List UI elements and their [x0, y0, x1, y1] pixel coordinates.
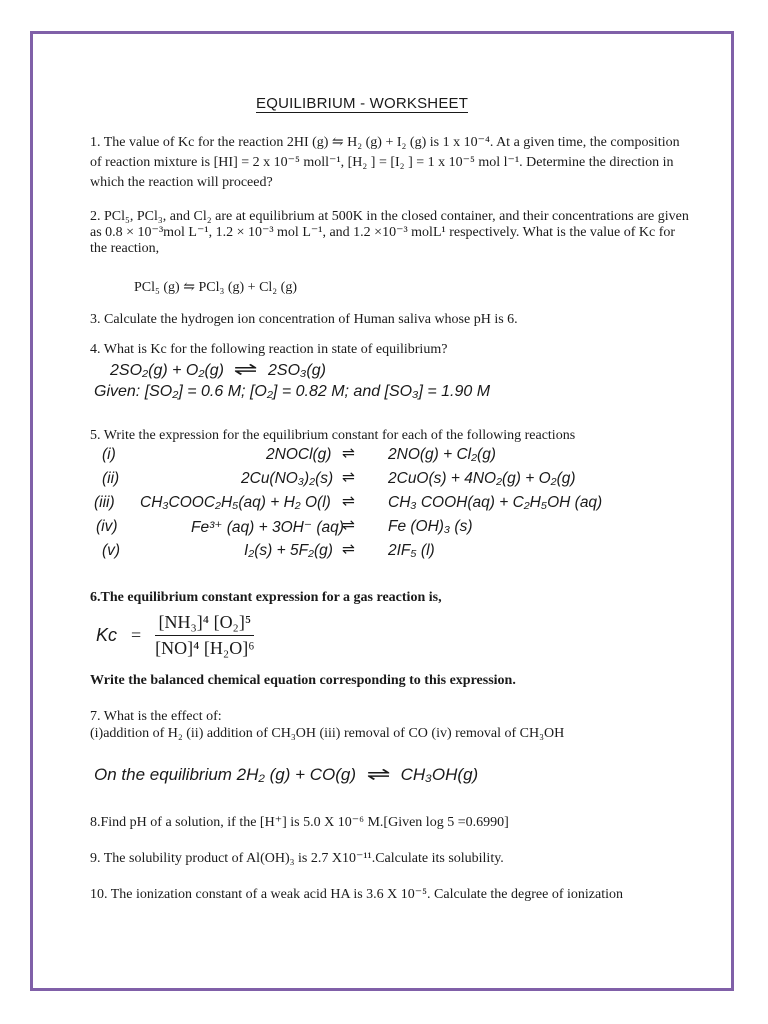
equilibrium-arrow-icon: ⇌	[342, 493, 355, 510]
question-5-reaction-iii-lhs: CH₃COOC₂H₅(aq) + H₂ O(l)	[140, 494, 331, 511]
equilibrium-arrow-icon: ⇌	[366, 764, 391, 784]
question-6	[90, 588, 690, 608]
equilibrium-arrow-icon: ⇌	[342, 469, 355, 486]
question-4: 4. What is Kc for the following reaction in state of equilibrium?	[90, 342, 448, 357]
question-5-reaction-i-rhs: 2NO(g) + Cl₂(g)	[388, 446, 496, 463]
kc-symbol: Kc	[96, 625, 118, 645]
kc-fraction	[155, 612, 254, 659]
question-3: 3. Calculate the hydrogen ion concentration of Human saliva whose pH is 6.	[90, 312, 518, 327]
question-5-reaction-iii-rhs: CH₃ COOH(aq) + C₂H₅OH (aq)	[388, 494, 603, 511]
question-4-reaction	[110, 359, 326, 380]
kc-expression	[96, 612, 254, 659]
question-2	[90, 209, 690, 257]
question-5-reaction-iv-lhs: Fe³⁺ (aq) + 3OH⁻ (aq)	[191, 519, 344, 536]
question-5-reaction-i-lhs: 2NOCl(g)	[266, 446, 332, 463]
question-5-reaction-v-label: (v)	[102, 542, 121, 559]
question-4-rhs: 2SO₃(g)	[268, 362, 326, 379]
question-7-equilibrium-rhs: CH₃OH(g)	[400, 765, 479, 784]
question-7-options: (i)addition of H₂ (ii) addition of CH₃OH (iii) removal of CO (iv) removal of CH₃OH	[90, 726, 565, 741]
reaction-label: (i)	[102, 446, 116, 463]
equilibrium-arrow-icon: ⇌	[233, 359, 259, 379]
question-1-text: The value of Kc for the reaction 2HI (g) ⇋ H₂ (g) + I₂ (g) is 1 x 10⁻⁴. At a given time, the composition of reaction mixture is [HI] = 2 x 10⁻⁵ moll⁻¹, [H₂ ] = [I₂ ] = 1 x 10⁻⁵ mol l⁻¹. Determine the direction in which the reaction will proceed?	[90, 135, 680, 190]
question-9: 9. The solubility product of Al(OH)₃ is 2.7 X10⁻¹¹.Calculate its solubility.	[90, 851, 504, 866]
question-5: 5. Write the expression for the equilibrium constant for each of the following reactions	[90, 428, 576, 443]
question-5-reaction-ii-lhs: 2Cu(NO₃)₂(s)	[241, 470, 334, 487]
kc-denominator: [NO]⁴ [H₂O]⁶	[155, 638, 255, 658]
kc-numerator: [NH₃]⁴ [O₂]⁵	[155, 612, 254, 636]
question-2-reaction: PCl₅ (g) ⇋ PCl₃ (g) + Cl₂ (g)	[134, 280, 297, 295]
equilibrium-arrow-icon: ⇌	[342, 541, 355, 558]
question-5-reaction-v-rhs: 2IF₅ (l)	[388, 542, 435, 559]
question-6-instruction: Write the balanced chemical equation corresponding to this expression.	[90, 673, 516, 688]
worksheet-title: EQUILIBRIUM - WORKSHEET	[256, 95, 469, 112]
question-8: 8.Find pH of a solution, if the [H⁺] is 5.0 X 10⁻⁶ M.[Given log 5 =0.6990]	[90, 815, 509, 830]
question-5-reaction-v-lhs: I₂(s) + 5F₂(g)	[244, 542, 333, 559]
question-6-text: The equilibrium constant expression for a gas reaction is,	[100, 590, 442, 605]
question-5-reaction-ii-label: (ii)	[102, 470, 120, 487]
question-5-reaction-ii-rhs: 2CuO(s) + 4NO₂(g) + O₂(g)	[388, 470, 576, 487]
equilibrium-arrow-icon: ⇌	[342, 517, 355, 534]
question-5-reaction-i	[102, 446, 116, 464]
question-7: 7. What is the effect of:	[90, 709, 222, 724]
question-2-text: PCl₅, PCl₃, and Cl₂ are at equilibrium at 500K in the closed container, and their concentrations are given as 0.8 × 10⁻³mol L⁻¹, 1.2 × 10⁻³ mol L⁻¹, and 1.2 ×10⁻³ molL¹ respectively. What is the value of Kc for the reaction,	[90, 209, 689, 256]
equilibrium-arrow-icon: ⇌	[342, 445, 355, 462]
question-1-number: 1.	[90, 135, 101, 150]
question-7-equilibrium-lhs: On the equilibrium 2H₂ (g) + CO(g)	[94, 765, 357, 784]
question-4-lhs: 2SO₂(g) + O₂(g)	[110, 362, 225, 379]
equals-sign: =	[131, 625, 142, 645]
question-6-number: 6.	[90, 590, 101, 605]
question-4-given: Given: [SO₂] = 0.6 M; [O₂] = 0.82 M; and [SO₃] = 1.90 M	[94, 383, 491, 400]
question-10: 10. The ionization constant of a weak acid HA is 3.6 X 10⁻⁵. Calculate the degree of ionization	[90, 887, 623, 902]
question-5-reaction-iii-label: (iii)	[94, 494, 115, 511]
question-1	[90, 133, 690, 193]
question-5-reaction-iv-label: (iv)	[96, 518, 118, 535]
question-5-reaction-iv-rhs: Fe (OH)₃ (s)	[388, 518, 473, 535]
question-7-equilibrium	[94, 764, 478, 785]
question-2-number: 2.	[90, 209, 101, 224]
